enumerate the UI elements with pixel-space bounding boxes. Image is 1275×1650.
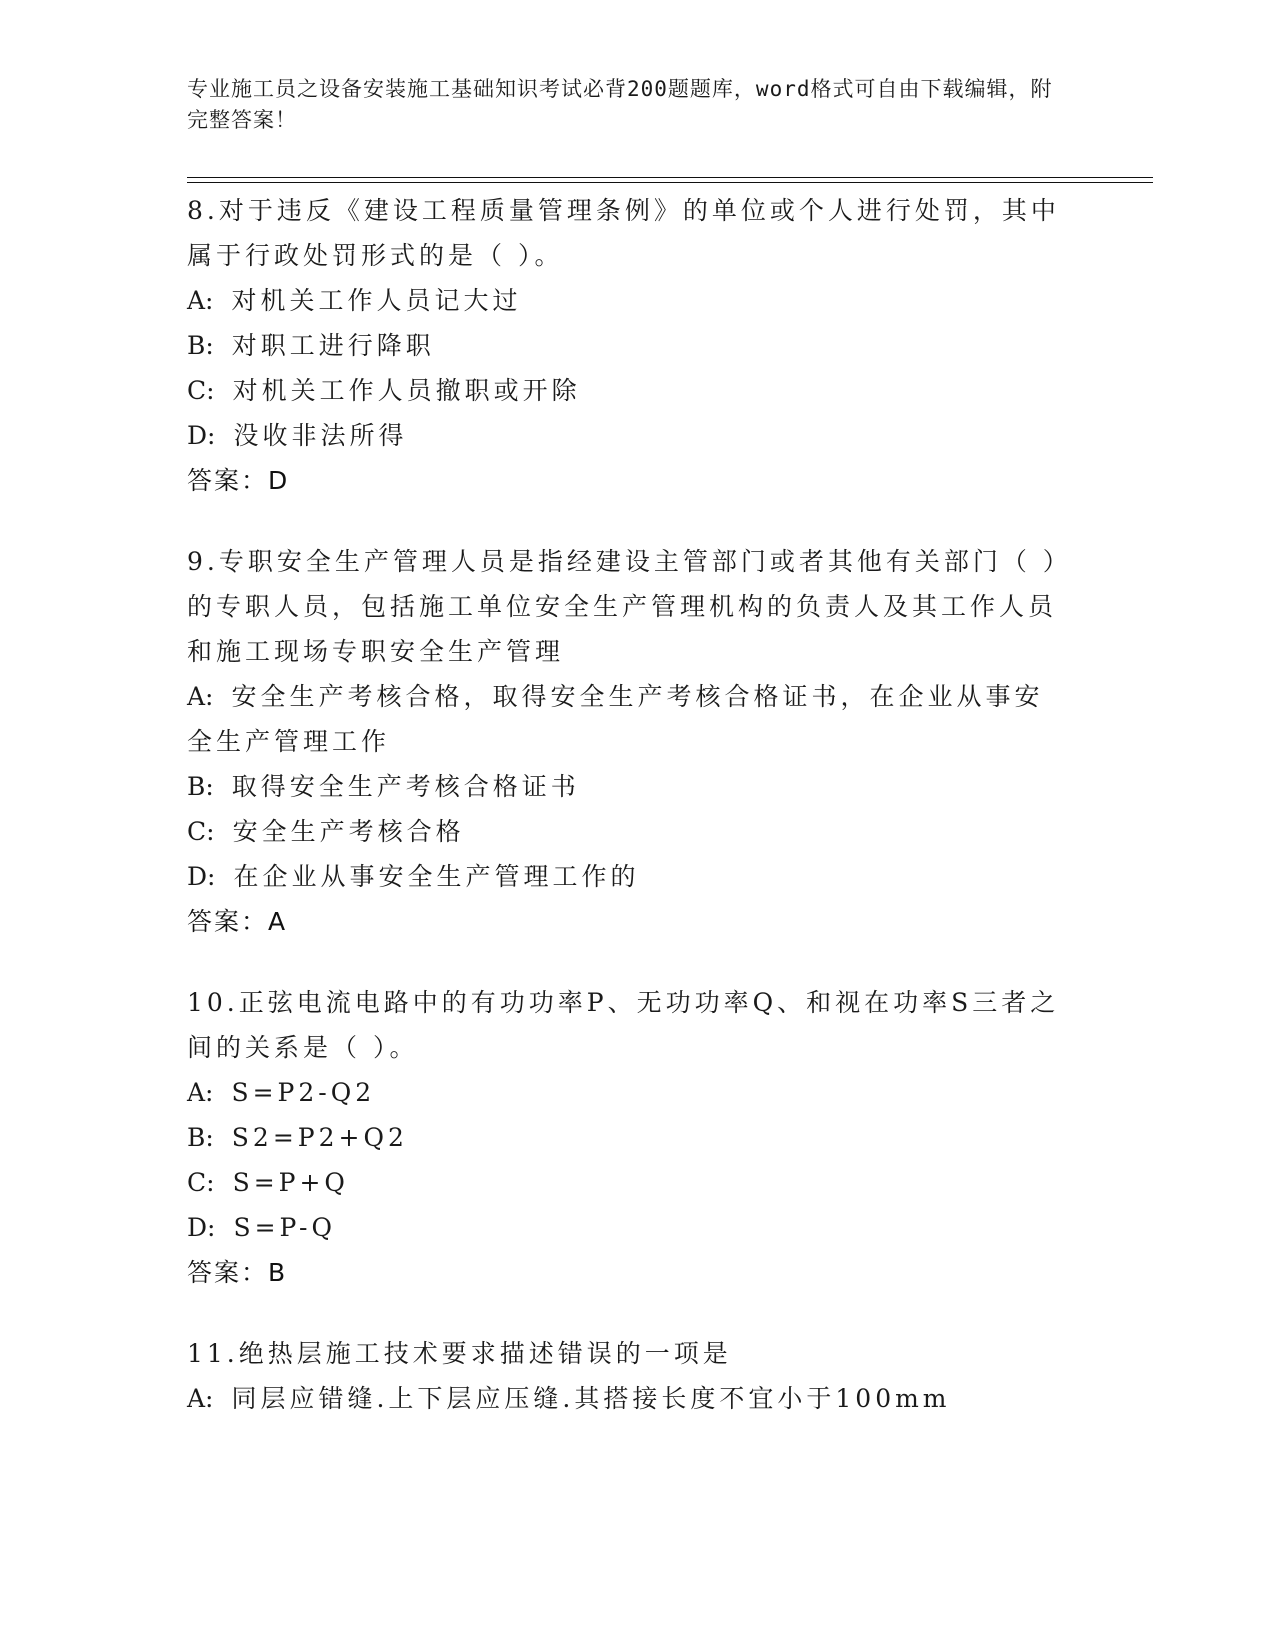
answer-option: [187, 1115, 1067, 1160]
question-stem: 11.绝热层施工技术要求描述错误的一项是: [187, 1339, 732, 1368]
answer-option: [187, 278, 1067, 323]
option-text: S=P2-Q2: [231, 1078, 376, 1107]
option-letter: A:: [187, 1384, 214, 1413]
answer-key: 答案：B: [187, 1258, 288, 1287]
option-letter: B:: [187, 772, 214, 801]
question-stem: 8.对于违反《建设工程质量管理条例》的单位或个人进行处罚，其中属于行政处罚形式的是（ ）。: [187, 196, 1060, 270]
question-stem: 9.专职安全生产管理人员是指经建设主管部门或者其他有关部门（ ）的专职人员，包括施工单位安全生产管理机构的负责人及其工作人员和施工现场专职安全生产管理: [187, 547, 1060, 666]
document-title: 专业施工员之设备安装施工基础知识考试必背200题题库，word格式可自由下载编辑，附完整答案！: [187, 77, 1053, 132]
answer-option: [187, 1376, 1067, 1421]
answer-key: 答案：A: [187, 907, 288, 936]
option-letter: D:: [187, 1213, 216, 1242]
option-letter: C:: [187, 376, 215, 405]
option-text: 安全生产考核合格: [232, 817, 465, 846]
question-block: [187, 1331, 1067, 1421]
answer-option: [187, 1160, 1067, 1205]
answer-option: [187, 368, 1067, 413]
option-letter: B:: [187, 1123, 214, 1152]
question-stem: 10.正弦电流电路中的有功功率P、无功功率Q、和视在功率S三者之间的关系是（ ）。: [187, 988, 1060, 1062]
option-letter: A:: [187, 286, 214, 315]
option-letter: D:: [187, 862, 216, 891]
answer-key: 答案：D: [187, 466, 290, 495]
option-text: 取得安全生产考核合格证书: [231, 772, 580, 801]
answer-option: [187, 674, 1067, 764]
option-text: 同层应错缝.上下层应压缝.其搭接长度不宜小于100mm: [231, 1384, 951, 1413]
answer-option: [187, 323, 1067, 368]
option-text: S2=P2+Q2: [231, 1123, 408, 1152]
question-block: [187, 188, 1067, 503]
option-text: 安全生产考核合格，取得安全生产考核合格证书，在企业从事安全生产管理工作: [187, 682, 1044, 756]
option-text: 对职工进行降职: [231, 331, 435, 360]
option-text: 对机关工作人员记大过: [231, 286, 522, 315]
answer-option: [187, 764, 1067, 809]
question-block: [187, 980, 1067, 1295]
header-divider-top: [187, 177, 1153, 178]
option-text: S=P-Q: [233, 1213, 336, 1242]
answer-option: [187, 854, 1067, 899]
answer-option: [187, 1205, 1067, 1250]
answer-option: [187, 1070, 1067, 1115]
option-text: S=P+Q: [232, 1168, 349, 1197]
answer-option: [187, 809, 1067, 854]
option-letter: A:: [187, 682, 214, 711]
header-divider-bottom: [187, 182, 1153, 183]
question-list: [187, 188, 1067, 1457]
option-text: 在企业从事安全生产管理工作的: [233, 862, 640, 891]
option-letter: D:: [187, 421, 216, 450]
question-block: [187, 539, 1067, 944]
option-text: 对机关工作人员撤职或开除: [232, 376, 581, 405]
option-letter: B:: [187, 331, 214, 360]
option-text: 没收非法所得: [233, 421, 408, 450]
answer-option: [187, 413, 1067, 458]
option-letter: C:: [187, 817, 215, 846]
option-letter: C:: [187, 1168, 215, 1197]
option-letter: A:: [187, 1078, 214, 1107]
